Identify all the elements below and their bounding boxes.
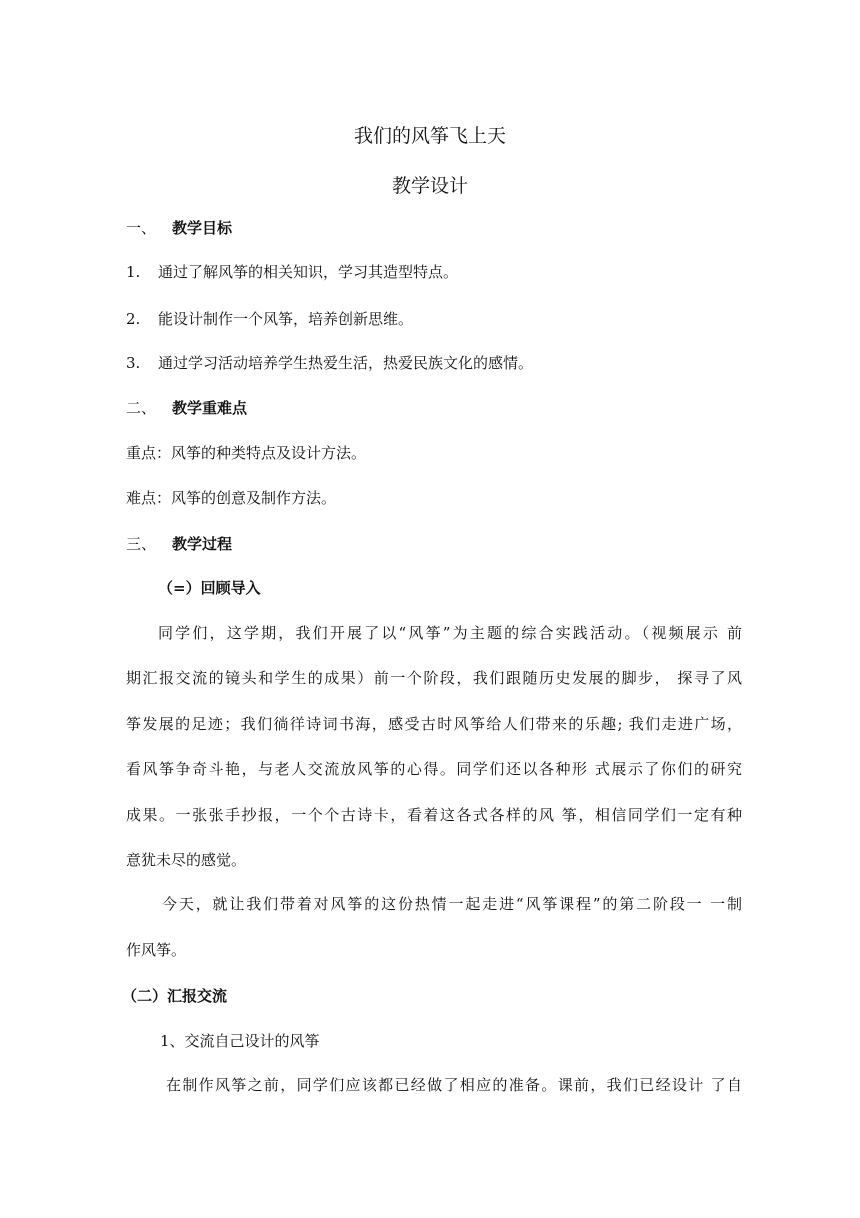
item-number: 1.	[126, 263, 141, 281]
paragraph-line: 作风筝。	[126, 941, 187, 959]
objective-item	[126, 309, 413, 329]
difficult-point-text: 难点：风筝的创意及制作方法。	[126, 489, 337, 507]
section-heading-key-points	[126, 398, 247, 418]
section-title: 教学重难点	[172, 399, 248, 417]
item-text: 通过学习活动培养学生热爱生活，热爱民族文化的感情。	[158, 354, 534, 372]
section-number: 一、	[126, 219, 157, 237]
subsection-item: 1、交流自己设计的风筝	[160, 1032, 320, 1050]
paragraph-line: 今天，就让我们带着对风筝的这份热情一起走进“风筝课程”的第二阶段一 一制	[162, 895, 742, 913]
objective-item	[126, 262, 458, 282]
paragraph-line: 意犹未尽的感觉。	[126, 851, 247, 869]
section-number: 三、	[126, 535, 157, 553]
paragraph-line: 筝发展的足迹；我们徜徉诗词书海，感受古时风筝给人们带来的乐趣; 我们走进广场，	[126, 715, 742, 733]
paragraph-line: 看风筝争奇斗艳，与老人交流放风筝的心得。同学们还以各种形 式展示了你们的研究	[126, 760, 742, 778]
item-text: 能设计制作一个风筝，培养创新思维。	[158, 310, 414, 328]
paragraph-line: 成果。一张张手抄报，一个个古诗卡，看着这各式各样的风 筝，相信同学们一定有种	[126, 806, 742, 824]
section-number: 二、	[126, 399, 157, 417]
paragraph-line: 同学们，这学期，我们开展了以“风筝”为主题的综合实践活动。（视频展示 前	[158, 624, 742, 642]
document-subtitle: 教学设计	[391, 175, 468, 197]
subsection-heading-exchange: （二）汇报交流	[122, 987, 228, 1005]
paragraph-line: 期汇报交流的镜头和学生的成果）前一个阶段，我们跟随历史发展的脚步， 探寻了风	[126, 669, 742, 687]
section-heading-process	[126, 534, 232, 554]
section-title: 教学目标	[172, 219, 233, 237]
key-point-text: 重点：风筝的种类特点及设计方法。	[126, 444, 367, 462]
section-title: 教学过程	[172, 535, 233, 553]
paragraph-line: 在制作风筝之前，同学们应该都已经做了相应的准备。课前，我们已经设计 了自	[166, 1076, 742, 1094]
item-number: 3.	[126, 354, 141, 372]
objective-item	[126, 353, 533, 373]
section-heading-objectives	[126, 218, 232, 238]
document-title: 我们的风筝飞上天	[353, 125, 506, 147]
item-text: 通过了解风筝的相关知识，学习其造型特点。	[158, 263, 459, 281]
subsection-heading-review: （=）回顾导入	[158, 579, 261, 597]
item-number: 2.	[126, 310, 141, 328]
